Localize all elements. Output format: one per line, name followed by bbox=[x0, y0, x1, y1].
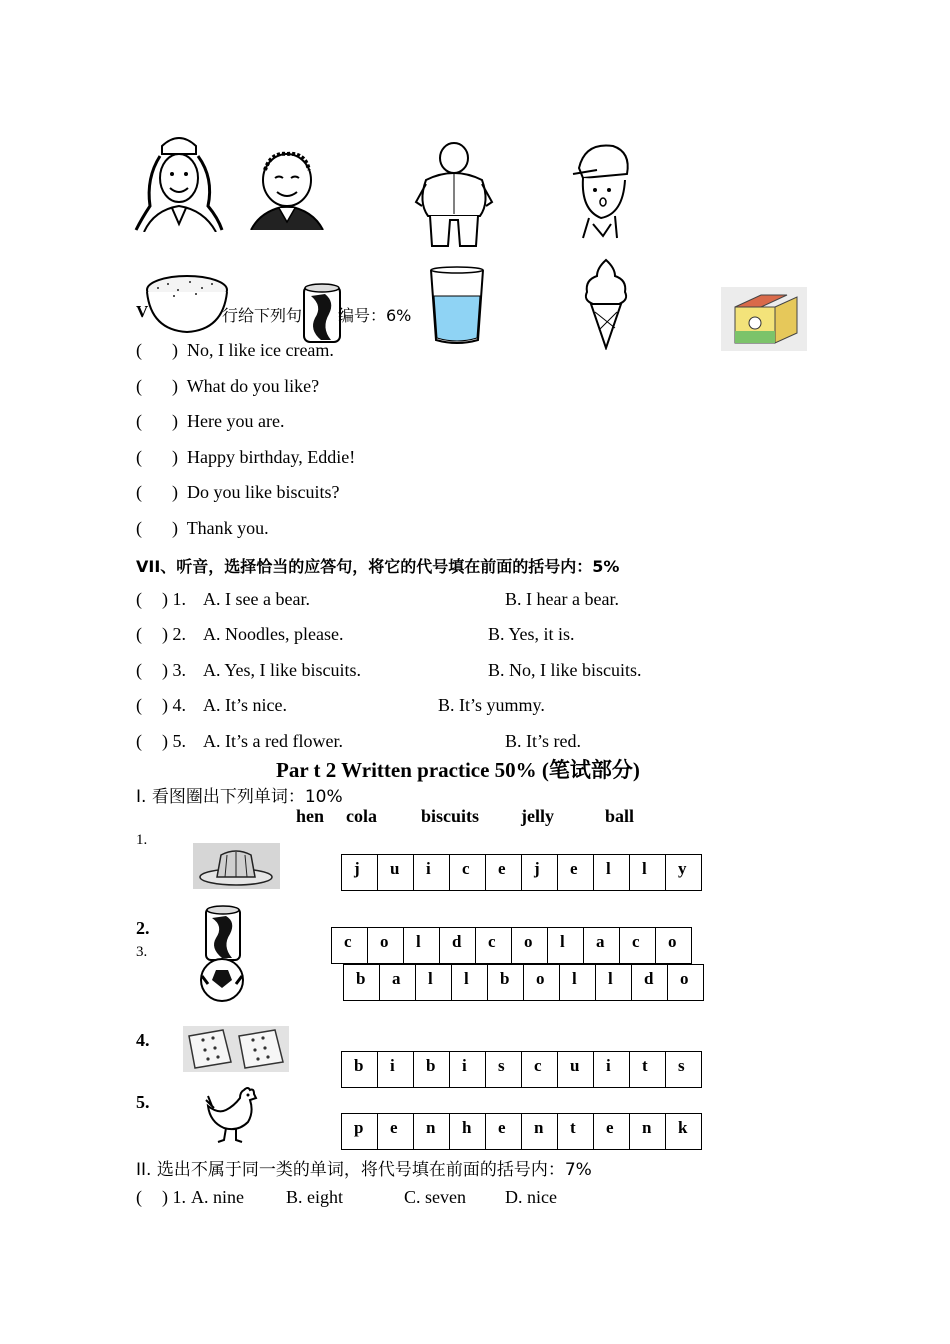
letter-cell[interactable]: l bbox=[560, 965, 596, 1000]
letter-cell[interactable]: u bbox=[558, 1052, 594, 1087]
option-a: A. It’s nice. bbox=[203, 695, 287, 715]
letter-cell[interactable]: n bbox=[522, 1114, 558, 1149]
letter-cell[interactable]: j bbox=[522, 855, 558, 890]
letter-grid-row-4 bbox=[341, 1051, 702, 1088]
row-number-5: 5. bbox=[136, 1092, 150, 1112]
letter-cell[interactable]: i bbox=[594, 1052, 630, 1087]
option-b: B. eight bbox=[286, 1187, 343, 1207]
option-a: A. Noodles, please. bbox=[203, 624, 344, 644]
word-biscuits: biscuits bbox=[421, 806, 480, 826]
cola-and-ball-picture bbox=[194, 904, 250, 1002]
letter-cell[interactable]: k bbox=[666, 1114, 702, 1149]
grandma-picture bbox=[247, 148, 327, 230]
letter-cell[interactable]: l bbox=[416, 965, 452, 1000]
letter-cell[interactable]: l bbox=[452, 965, 488, 1000]
letter-cell[interactable]: u bbox=[378, 855, 414, 890]
list-item: ( ) 3. bbox=[136, 660, 186, 680]
cola-can-picture bbox=[301, 282, 343, 346]
ice-cream-cone-picture bbox=[581, 258, 631, 350]
letter-cell[interactable]: o bbox=[524, 965, 560, 1000]
option-d: D. nice bbox=[505, 1187, 557, 1207]
option-c: C. seven bbox=[404, 1187, 466, 1207]
option-b: B. It’s red. bbox=[505, 731, 581, 751]
option-b: B. I hear a bear. bbox=[505, 589, 619, 609]
letter-cell[interactable]: e bbox=[558, 855, 594, 890]
letter-cell[interactable]: o bbox=[656, 928, 692, 963]
row-number-1: 1. bbox=[136, 832, 148, 848]
letter-cell[interactable]: l bbox=[594, 855, 630, 890]
section6-heading-start: V bbox=[136, 302, 149, 321]
row-number-4: 4. bbox=[136, 1030, 150, 1050]
letter-cell[interactable]: b bbox=[488, 965, 524, 1000]
word-jelly: jelly bbox=[521, 806, 554, 826]
letter-grid-row-3 bbox=[343, 964, 704, 1001]
letter-cell[interactable]: t bbox=[558, 1114, 594, 1149]
letter-cell[interactable]: o bbox=[668, 965, 704, 1000]
letter-cell[interactable]: e bbox=[486, 855, 522, 890]
letter-cell[interactable]: y bbox=[666, 855, 702, 890]
letter-cell[interactable]: i bbox=[450, 1052, 486, 1087]
word-ball: ball bbox=[605, 806, 635, 826]
list-item: ( ) Here you are. bbox=[136, 411, 285, 431]
glass-of-water-picture bbox=[428, 266, 486, 346]
letter-grid-row-1 bbox=[341, 854, 702, 891]
letter-cell[interactable]: b bbox=[342, 1052, 378, 1087]
letter-cell[interactable]: s bbox=[666, 1052, 702, 1087]
letter-cell[interactable]: c bbox=[332, 928, 368, 963]
letter-cell[interactable]: l bbox=[630, 855, 666, 890]
row-number-3: 3. bbox=[136, 944, 148, 960]
biscuits-picture bbox=[183, 1026, 289, 1072]
letter-cell[interactable]: i bbox=[414, 855, 450, 890]
letter-cell[interactable]: i bbox=[378, 1052, 414, 1087]
letter-grid-row-5 bbox=[341, 1113, 702, 1150]
letter-cell[interactable]: p bbox=[342, 1114, 378, 1149]
letter-cell[interactable]: a bbox=[584, 928, 620, 963]
section7-heading: VII、听音，选择恰当的应答句，将它的代号填在前面的括号内：5% bbox=[136, 557, 620, 576]
letter-cell[interactable]: b bbox=[344, 965, 380, 1000]
letter-cell[interactable]: b bbox=[414, 1052, 450, 1087]
list-item: ( ) No, I like ice cream. bbox=[136, 340, 334, 360]
letter-cell[interactable]: d bbox=[440, 928, 476, 963]
list-item: ( ) 2. bbox=[136, 624, 186, 644]
letter-cell[interactable]: l bbox=[404, 928, 440, 963]
boy-with-cap-picture bbox=[567, 140, 635, 240]
list-item: ( ) 4. bbox=[136, 695, 186, 715]
rice-bowl-picture bbox=[143, 272, 231, 338]
letter-cell[interactable]: c bbox=[476, 928, 512, 963]
list-item: ( ) Thank you. bbox=[136, 518, 269, 538]
fat-man-picture bbox=[414, 140, 494, 252]
letter-cell[interactable]: d bbox=[632, 965, 668, 1000]
letter-cell[interactable]: j bbox=[342, 855, 378, 890]
letter-cell[interactable]: t bbox=[630, 1052, 666, 1087]
milk-carton-picture bbox=[721, 287, 807, 351]
part2-title: Par t 2 Written practice 50% (笔试部分) bbox=[276, 758, 640, 782]
option-a: A. It’s a red flower. bbox=[203, 731, 343, 751]
sectionII-heading: II. 选出不属于同一类的单词，将代号填在前面的括号内：7% bbox=[136, 1160, 592, 1180]
letter-cell[interactable]: e bbox=[486, 1114, 522, 1149]
letter-cell[interactable]: s bbox=[486, 1052, 522, 1087]
list-item: ( ) Do you like biscuits? bbox=[136, 482, 340, 502]
letter-cell[interactable]: l bbox=[596, 965, 632, 1000]
letter-cell[interactable]: h bbox=[450, 1114, 486, 1149]
option-b: B. No, I like biscuits. bbox=[488, 660, 642, 680]
letter-cell[interactable]: c bbox=[522, 1052, 558, 1087]
option-b: B. Yes, it is. bbox=[488, 624, 575, 644]
letter-cell[interactable]: c bbox=[620, 928, 656, 963]
letter-cell[interactable]: n bbox=[414, 1114, 450, 1149]
list-item: ( ) What do you like? bbox=[136, 376, 320, 396]
list-item: ( ) 1. bbox=[136, 1187, 186, 1207]
option-a: A. I see a bear. bbox=[203, 589, 310, 609]
option-b: B. It’s yummy. bbox=[438, 695, 545, 715]
cook-woman-picture bbox=[134, 128, 224, 232]
letter-cell[interactable]: a bbox=[380, 965, 416, 1000]
letter-grid-row-2 bbox=[331, 927, 692, 964]
sectionI-heading: I. 看图圈出下列单词：10% bbox=[136, 787, 343, 807]
hen-picture bbox=[204, 1084, 266, 1144]
letter-cell[interactable]: e bbox=[378, 1114, 414, 1149]
letter-cell[interactable]: o bbox=[368, 928, 404, 963]
row-number-2: 2. bbox=[136, 918, 150, 938]
section6-heading-tail: 行给下列句 bbox=[222, 306, 303, 325]
jelly-picture bbox=[193, 843, 280, 889]
option-a: A. nine bbox=[191, 1187, 244, 1207]
letter-cell[interactable]: o bbox=[512, 928, 548, 963]
section6-heading-tail2: 编号：6% bbox=[338, 306, 412, 325]
option-a: A. Yes, I like biscuits. bbox=[203, 660, 362, 680]
letter-cell[interactable]: l bbox=[548, 928, 584, 963]
letter-cell[interactable]: n bbox=[630, 1114, 666, 1149]
list-item: ( ) 5. bbox=[136, 731, 186, 751]
list-item: ( ) Happy birthday, Eddie! bbox=[136, 447, 356, 467]
letter-cell[interactable]: e bbox=[594, 1114, 630, 1149]
letter-cell[interactable]: c bbox=[450, 855, 486, 890]
list-item: ( ) 1. bbox=[136, 589, 186, 609]
word-hen: hen bbox=[296, 806, 325, 826]
word-cola: cola bbox=[346, 806, 377, 826]
